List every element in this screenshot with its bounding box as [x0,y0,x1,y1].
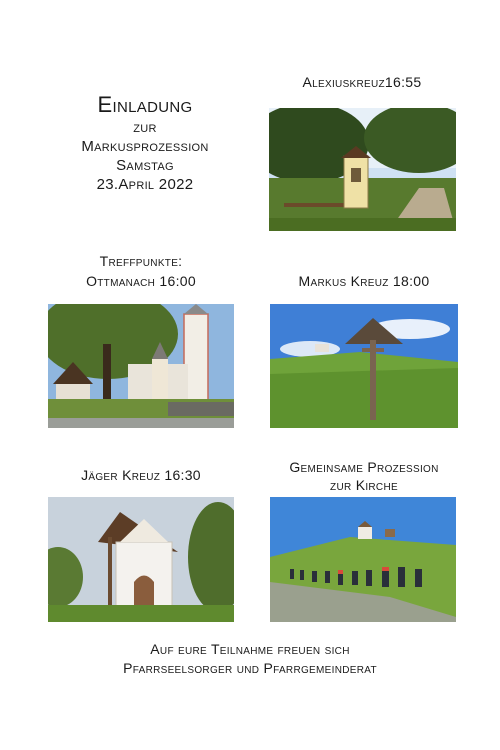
alexiuskreuz-photo-art [269,108,456,231]
caption-alexiuskreuz: Alexiuskreuz16:55 [302,74,422,90]
invitation-title: Einladung [97,92,193,117]
invitation-title-block [40,92,250,194]
subtitle-line-event: Markusprozession [81,138,209,155]
markus-kreuz-photo [270,304,458,428]
procession-photo [270,497,456,622]
caption-procession-line2: zur Kirche [330,477,398,493]
markus-kreuz-photo-art [270,304,458,428]
subtitle-line-date: 23.April 2022 [96,176,194,193]
caption-jaeger-kreuz: Jäger Kreuz 16:30 [81,467,201,483]
subtitle-line-day: Samstag [116,157,174,174]
jaeger-kreuz-photo [48,497,234,622]
jaeger-kreuz-photo-art [48,497,234,622]
ottmanach-photo-art [48,304,234,428]
caption-procession-line1: Gemeinsame Prozession [289,459,439,475]
meeting-points-label: Treffpunkte: [99,253,183,269]
footer-block [0,640,500,678]
ottmanach-photo [48,304,234,428]
caption-ottmanach: Ottmanach 16:00 [86,273,196,289]
alexiuskreuz-photo [269,108,456,231]
footer-line1: Auf eure Teilnahme freuen sich [150,641,350,657]
procession-photo-art [270,497,456,622]
subtitle-line-zur: zur [133,119,157,136]
footer-line2: Pfarrseelsorger und Pfarrgemeinderat [123,660,377,676]
caption-markus-kreuz: Markus Kreuz 18:00 [298,273,430,289]
